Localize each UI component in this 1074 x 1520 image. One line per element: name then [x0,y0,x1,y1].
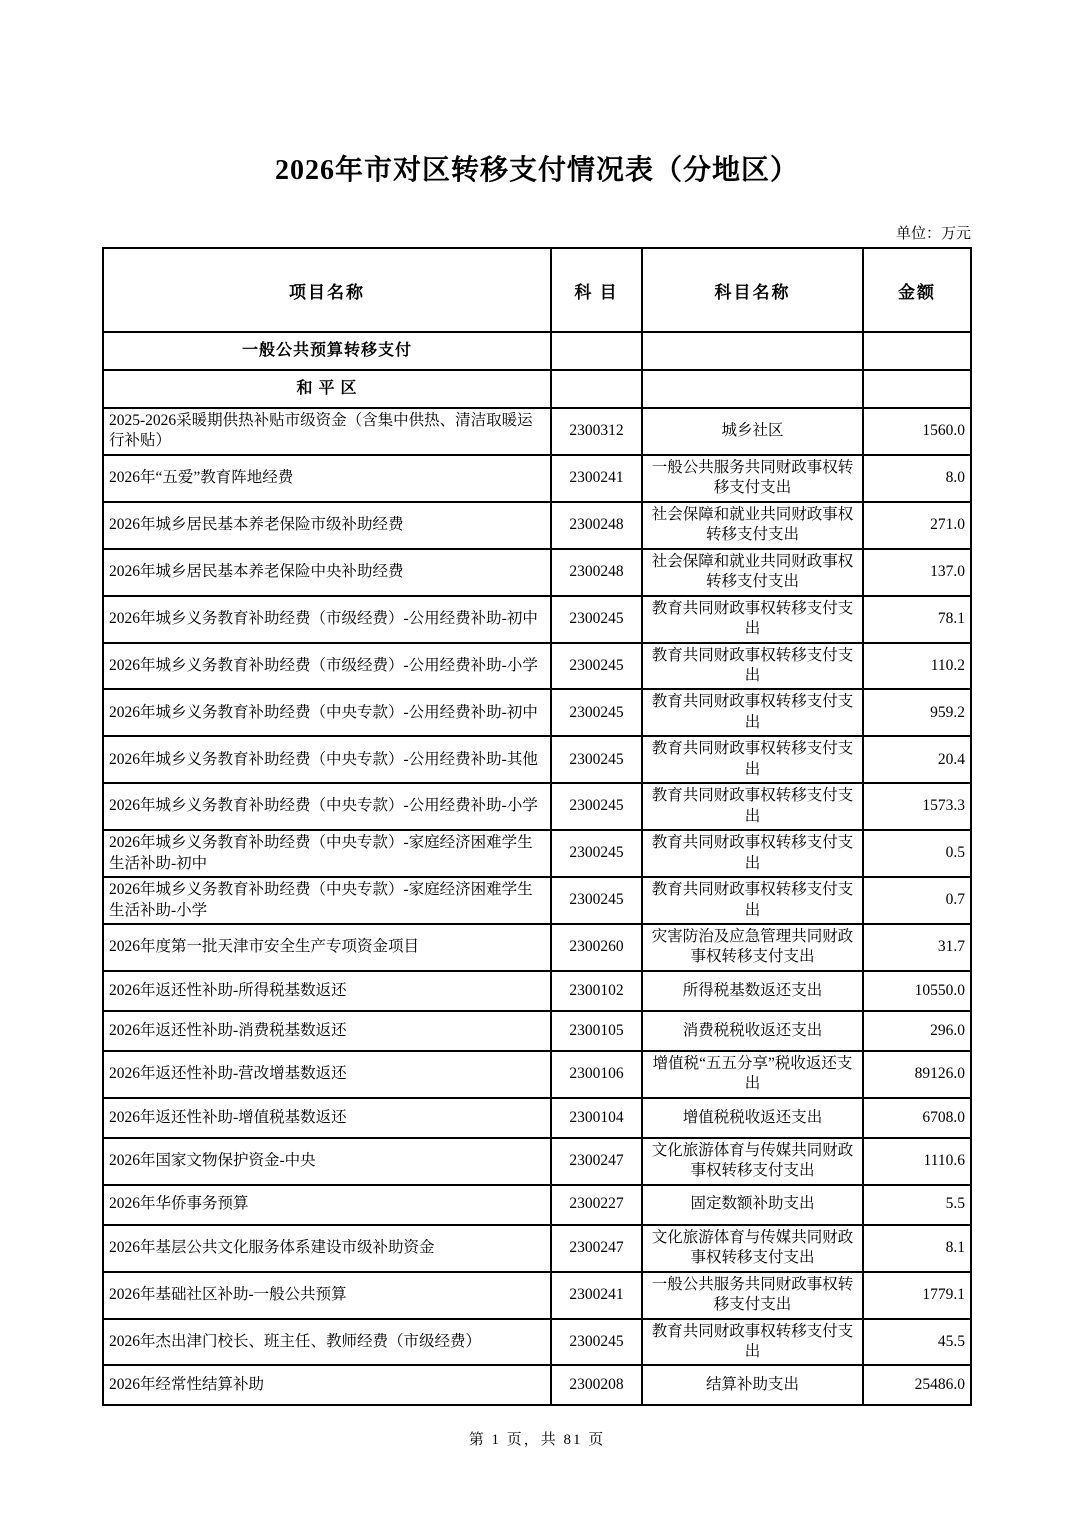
subject-name-cell: 教育共同财政事权转移支付支出 [642,1319,863,1366]
subject-name-cell: 教育共同财政事权转移支付支出 [642,736,863,783]
project-name-cell: 2026年城乡义务教育补助经费（中央专款）-家庭经济困难学生生活补助-初中 [103,830,551,877]
project-name-cell: 2026年城乡居民基本养老保险中央补助经费 [103,549,551,596]
subject-name-cell: 所得税基数返还支出 [642,971,863,1011]
table-row [103,1011,971,1051]
column-header-project-name: 项目名称 [103,248,551,332]
subject-code-cell: 2300106 [551,1051,642,1098]
project-name-cell: 2026年城乡义务教育补助经费（市级经费）-公用经费补助-小学 [103,643,551,690]
table-row [103,455,971,502]
unit-label: 单位：万元 [895,226,971,242]
subject-code-cell: 2300245 [551,643,642,690]
table-row [103,877,971,924]
amount-cell: 45.5 [863,1319,971,1366]
subject-code-cell: 2300104 [551,1098,642,1138]
subject-name-cell: 文化旅游体育与传媒共同财政事权转移支付支出 [642,1138,863,1185]
subject-code-cell: 2300245 [551,1319,642,1366]
project-name-cell: 2026年返还性补助-增值税基数返还 [103,1098,551,1138]
amount-cell: 137.0 [863,549,971,596]
subject-code-cell [551,370,642,408]
subject-name-cell: 社会保障和就业共同财政事权转移支付支出 [642,502,863,549]
table-row [103,502,971,549]
section-title-cell: 和 平 区 [103,370,551,408]
subject-code-cell: 2300245 [551,830,642,877]
amount-cell: 31.7 [863,924,971,971]
section-row-heping-district [103,370,971,408]
table-row [103,1098,971,1138]
subject-code-cell: 2300247 [551,1138,642,1185]
table-row [103,1225,971,1272]
amount-cell: 89126.0 [863,1051,971,1098]
amount-cell: 8.0 [863,455,971,502]
subject-code-cell: 2300208 [551,1365,642,1405]
subject-name-cell [642,370,863,408]
table-row [103,971,971,1011]
subject-name-cell: 结算补助支出 [642,1365,863,1405]
project-name-cell: 2026年城乡义务教育补助经费（中央专款）-公用经费补助-其他 [103,736,551,783]
amount-cell: 1573.3 [863,783,971,830]
table-row [103,1365,971,1405]
project-name-cell: 2026年城乡居民基本养老保险市级补助经费 [103,502,551,549]
project-name-cell: 2026年基础社区补助-一般公共预算 [103,1272,551,1319]
subject-code-cell: 2300227 [551,1185,642,1225]
subject-name-cell: 教育共同财政事权转移支付支出 [642,596,863,643]
table-row [103,1272,971,1319]
amount-cell: 5.5 [863,1185,971,1225]
table-row [103,830,971,877]
subject-name-cell: 教育共同财政事权转移支付支出 [642,643,863,690]
amount-cell: 296.0 [863,1011,971,1051]
subject-name-cell: 社会保障和就业共同财政事权转移支付支出 [642,549,863,596]
project-name-cell: 2026年返还性补助-消费税基数返还 [103,1011,551,1051]
subject-name-cell: 消费税税收返还支出 [642,1011,863,1051]
subject-code-cell: 2300248 [551,502,642,549]
project-name-cell: 2025-2026采暖期供热补贴市级资金（含集中供热、清洁取暖运行补贴） [103,408,551,455]
amount-cell: 110.2 [863,643,971,690]
project-name-cell: 2026年华侨事务预算 [103,1185,551,1225]
subject-name-cell: 固定数额补助支出 [642,1185,863,1225]
subject-name-cell: 增值税税收返还支出 [642,1098,863,1138]
subject-name-cell: 一般公共服务共同财政事权转移支付支出 [642,455,863,502]
table-row [103,643,971,690]
column-header-subject-code: 科 目 [551,248,642,332]
table-row [103,783,971,830]
amount-cell: 25486.0 [863,1365,971,1405]
amount-cell [863,370,971,408]
subject-name-cell: 灾害防治及应急管理共同财政事权转移支付支出 [642,924,863,971]
table-row [103,689,971,736]
amount-cell: 1779.1 [863,1272,971,1319]
subject-name-cell: 文化旅游体育与传媒共同财政事权转移支付支出 [642,1225,863,1272]
table-row [103,924,971,971]
project-name-cell: 2026年基层公共文化服务体系建设市级补助资金 [103,1225,551,1272]
subject-code-cell [551,332,642,370]
page-title: 2026年市对区转移支付情况表（分地区） [274,155,799,186]
project-name-cell: 2026年杰出津门校长、班主任、教师经费（市级经费） [103,1319,551,1366]
subject-code-cell: 2300245 [551,736,642,783]
subject-name-cell [642,332,863,370]
table-row [103,408,971,455]
amount-cell: 1560.0 [863,408,971,455]
project-name-cell: 2026年城乡义务教育补助经费（市级经费）-公用经费补助-初中 [103,596,551,643]
project-name-cell: 2026年经常性结算补助 [103,1365,551,1405]
amount-cell: 0.5 [863,830,971,877]
amount-cell: 20.4 [863,736,971,783]
amount-cell: 1110.6 [863,1138,971,1185]
subject-name-cell: 教育共同财政事权转移支付支出 [642,783,863,830]
subject-code-cell: 2300260 [551,924,642,971]
subject-name-cell: 一般公共服务共同财政事权转移支付支出 [642,1272,863,1319]
amount-cell: 271.0 [863,502,971,549]
table-row [103,596,971,643]
project-name-cell: 2026年“五爱”教育阵地经费 [103,455,551,502]
table-row [103,1051,971,1098]
subject-code-cell: 2300245 [551,596,642,643]
project-name-cell: 2026年国家文物保护资金-中央 [103,1138,551,1185]
section-title-cell: 一般公共预算转移支付 [103,332,551,370]
amount-cell [863,332,971,370]
subject-name-cell: 城乡社区 [642,408,863,455]
subject-code-cell: 2300312 [551,408,642,455]
subject-code-cell: 2300247 [551,1225,642,1272]
table-row [103,1319,971,1366]
subject-code-cell: 2300248 [551,549,642,596]
page-footer: 第 1 页，共 81 页 [468,1432,606,1448]
project-name-cell: 2026年城乡义务教育补助经费（中央专款）-公用经费补助-初中 [103,689,551,736]
section-row-general-budget [103,332,971,370]
subject-code-cell: 2300245 [551,783,642,830]
table-row [103,549,971,596]
column-header-amount: 金额 [863,248,971,332]
subject-code-cell: 2300245 [551,877,642,924]
amount-cell: 78.1 [863,596,971,643]
project-name-cell: 2026年城乡义务教育补助经费（中央专款）-家庭经济困难学生生活补助-小学 [103,877,551,924]
table-header-row [103,248,971,332]
column-header-subject-name: 科目名称 [642,248,863,332]
table-row [103,1185,971,1225]
subject-code-cell: 2300241 [551,1272,642,1319]
project-name-cell: 2026年度第一批天津市安全生产专项资金项目 [103,924,551,971]
amount-cell: 0.7 [863,877,971,924]
subject-code-cell: 2300102 [551,971,642,1011]
project-name-cell: 2026年城乡义务教育补助经费（中央专款）-公用经费补助-小学 [103,783,551,830]
amount-cell: 8.1 [863,1225,971,1272]
amount-cell: 959.2 [863,689,971,736]
project-name-cell: 2026年返还性补助-所得税基数返还 [103,971,551,1011]
subject-code-cell: 2300241 [551,455,642,502]
amount-cell: 6708.0 [863,1098,971,1138]
project-name-cell: 2026年返还性补助-营改增基数返还 [103,1051,551,1098]
table-row [103,736,971,783]
subject-code-cell: 2300245 [551,689,642,736]
transfer-payment-table [102,247,972,1406]
amount-cell: 10550.0 [863,971,971,1011]
subject-name-cell: 教育共同财政事权转移支付支出 [642,689,863,736]
subject-code-cell: 2300105 [551,1011,642,1051]
subject-name-cell: 教育共同财政事权转移支付支出 [642,877,863,924]
subject-name-cell: 增值税“五五分享”税收返还支出 [642,1051,863,1098]
table-row [103,1138,971,1185]
subject-name-cell: 教育共同财政事权转移支付支出 [642,830,863,877]
